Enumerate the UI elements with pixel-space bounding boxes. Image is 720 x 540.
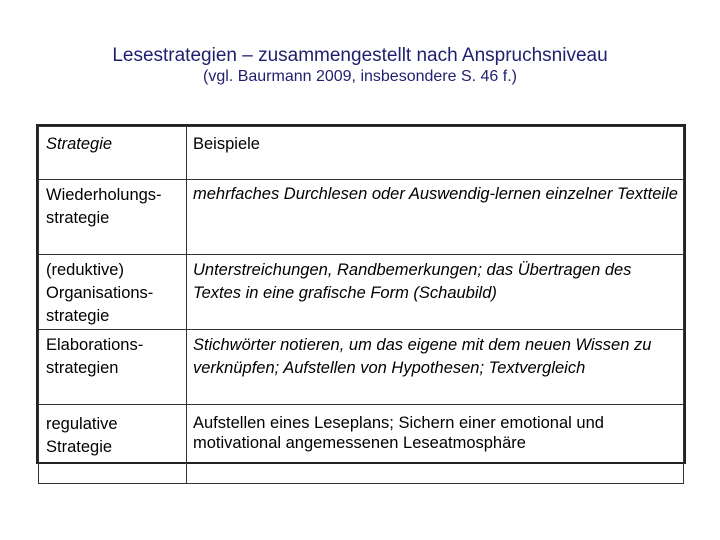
cell-strategy: regulative Strategie (39, 405, 187, 484)
header-strategie: Strategie (39, 127, 187, 180)
cell-strategy (39, 180, 187, 255)
page-title: Lesestrategien – zusammengestellt nach Anspruchsniveau (112, 45, 608, 66)
cell-example: Stichwörter notieren, um das eigene mit dem neuen Wissen zu verknüpfen; Aufstellen von Hypothesen; Textvergleich (187, 330, 684, 405)
strategy-table (36, 124, 686, 464)
table-row (39, 330, 684, 405)
cell-example: Unterstreichungen, Randbemerkungen; das Übertragen des Textes in eine grafische Form (Schaubild) (187, 255, 684, 330)
strategy-text: Wiederholungs- strategie (46, 186, 162, 227)
strategy-table-grid (38, 126, 684, 484)
table-row (39, 255, 684, 330)
cell-example: mehrfaches Durchlesen oder Auswendig-lernen einzelner Textteile (187, 180, 684, 255)
header-beispiele: Beispiele (187, 127, 684, 180)
cell-example: Aufstellen eines Leseplans; Sichern einer emotional und motivational angemessenen Leseatmosphäre (187, 405, 684, 484)
cell-strategy (39, 330, 187, 405)
table-header-row (39, 127, 684, 180)
cell-strategy (39, 255, 187, 330)
strategy-text: Elaborations- strategien (46, 336, 144, 377)
table-row (39, 180, 684, 255)
page-subtitle: (vgl. Baurmann 2009, insbesondere S. 46 f.) (203, 68, 517, 85)
table-row (39, 405, 684, 484)
strategy-text: (reduktive) Organisations- strategie (46, 261, 154, 325)
